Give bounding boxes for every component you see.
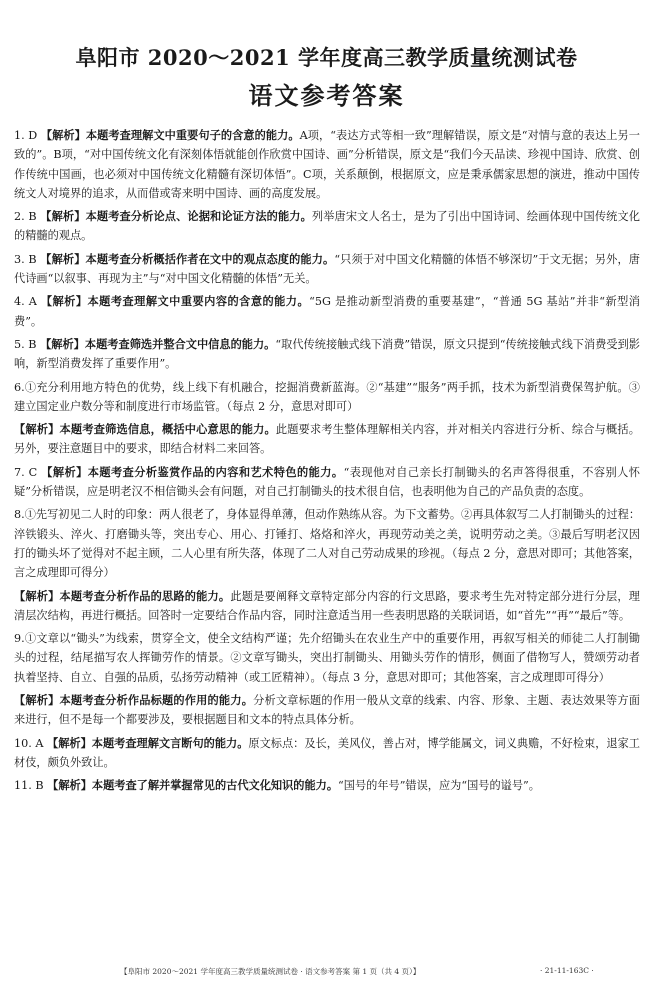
- page-footer: [0, 966, 653, 980]
- answer-item: 6.①充分利用地方特色的优势，线上线下有机融合，挖掘消费新蓝海。②“基建”“服务”两手抓，技术为新型消费保驾护航。③建立国定业户数分等和制度进行市场监管。（每点 2 分，意思对即可）: [14, 380, 640, 413]
- answer-item: 3. B 【解析】本题考查分析概括作者在文中的观点态度的能力。“只须于对中国文化精髓的体悟不够深切”于文无据；另外，唐代诗画“以叙事、再现为主”与“对中国文化精髓的体悟”无关。: [14, 251, 640, 286]
- document-subtitle: 语文参考答案: [248, 81, 405, 110]
- answer-item: 4. A 【解析】本题考查理解文中重要内容的含意的能力。“5G 是推动新型消费的重要基建”，“普通 5G 基站”并非“新型消费”。: [14, 294, 640, 328]
- footer-title: 【阜阳市 2020～2021 学年度高三教学质量统测试卷 · 语文参考答案 第 1 页（共 4 页）】: [120, 967, 421, 976]
- answer-item: 8.①先写初见二人时的印象：两人很老了，身体显得单薄，但动作熟练从容。为下文蓄势。②再具体叙写二人打制锄头的过程：淬铁锻头、淬火、打磨锄头等，突出专心、用心、打锤打、烙烙和淬火，再现劳动美之美，说明劳动之美。③最后写明老汉因打的锄头坏了觉得对不起主顾，二人心里有所失落，体现了二人对自己劳动成果的珍视。（每点 2 分，意思对即可；其他答案，言之成理即可得分）: [14, 508, 641, 580]
- analysis-item: 【解析】本题考查分析作品的思路的能力。此题是要阐释文章特定部分内容的行文思路，要求考生先对特定部分进行分层，理清层次结构，再进行概括。回答时一定要结合作品内容，同时注意适当用一些表明思路的关联词语，如“首先”“再”“最后”等。: [14, 588, 640, 622]
- answer-item: 9.①文章以“锄头”为线索，贯穿全文，使全文结构严谨；先介绍锄头在农业生产中的重要作用，再叙写相关的师徒二人打制锄头的过程，结尾描写农人挥锄劳作的情景。②文章写锄头，突出打制锄头、用锄头劳作的情形，侧面了借物写人，赞颂劳动者执着坚持、自立、自强的品质，弘扬劳动精神（或工匠精神）。（每点 3 分，意思对即可；其他答案，言之成理即可得分）: [14, 632, 640, 684]
- answer-list: [14, 126, 640, 800]
- document-title: 阜阳市 2020～2021 学年度高三教学质量统测试卷: [75, 45, 578, 70]
- answer-item: 5. B 【解析】本题考查筛选并整合文中信息的能力。“取代传统接触式线下消费”错误，原文只提到“传统接触式线下消费受到影响，新型消费发挥了重要作用”。: [14, 336, 640, 371]
- footer-code: · 21-11-163C ·: [540, 966, 594, 975]
- analysis-item: 【解析】本题考查分析作品标题的作用的能力。分析文章标题的作用一般从文章的线索、内容、形象、主题、表达效果等方面来进行，但不是每一个都要涉及，要根据题目和文本的特点具体分析。: [14, 693, 640, 727]
- analysis-item: 【解析】本题考查筛选信息，概括中心意思的能力。此题要求考生整体理解相关内容，并对相关内容进行分析、综合与概括。另外，要注意题目中的要求，即结合材料二来回答。: [14, 422, 640, 456]
- answer-item: 11. B 【解析】本题考查了解并掌握常见的古代文化知识的能力。“国号的年号”错误，应为“国号的谥号”。: [14, 778, 540, 793]
- answer-item: 1. D 【解析】本题考查理解文中重要句子的含意的能力。A项，“表达方式等相一致”理解错误，原文是“对情与意的表达上另一致的”。B项，“对中国传统文化有深刻体悟就能创作欣赏中国诗、画”分析错误，原文是“我们今天品读、珍视中国诗、欣赏、创作传统中国画，也必须对中国传统文化精髓有深切体悟”。C项，关系颠倒，根据原文，应是秉承儒家思想的演进，推动中国传统文人对境界的追求，从而借或寄来明中国诗、画的高度发展。: [14, 128, 640, 200]
- answer-item: 10. A 【解析】本题考查理解文言断句的能力。原文标点：及长，美风仪，善占对，博学能属文，词义典赡，不好检束，退家工材伎，颇负外致让。: [14, 735, 640, 769]
- answer-item: 7. C 【解析】本题考查分析鉴赏作品的内容和艺术特色的能力。“表现他对自己亲长打制锄头的名声答得很重，不容别人怀疑”分析错误，应是明老汉不相信锄头会有问题，对自己打制锄头的技术很自信，也表明他为自己的产品负责的态度。: [14, 464, 640, 499]
- answer-item: 2. B 【解析】本题考查分析论点、论据和论证方法的能力。列举唐宋文人名士，是为了引出中国诗词、绘画体现中国传统文化的精髓的观点。: [14, 209, 640, 243]
